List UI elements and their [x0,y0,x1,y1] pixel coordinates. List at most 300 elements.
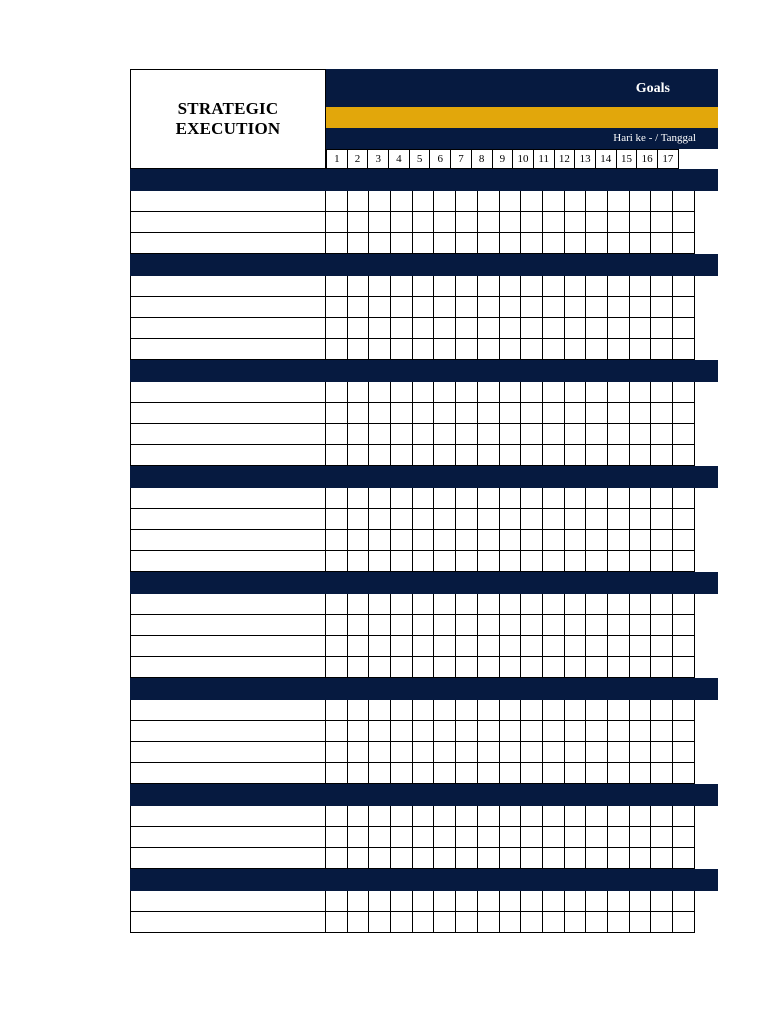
day-check-cell[interactable] [543,827,565,848]
day-check-cell[interactable] [326,721,348,742]
day-check-cell[interactable] [456,848,478,869]
day-check-cell[interactable] [608,891,630,912]
day-check-cell[interactable] [543,912,565,933]
day-check-cell[interactable] [500,700,522,721]
day-check-cell[interactable] [391,551,413,572]
day-check-cell[interactable] [500,827,522,848]
day-check-cell[interactable] [630,382,652,403]
day-check-cell[interactable] [673,657,695,678]
day-check-cell[interactable] [434,763,456,784]
day-check-cell[interactable] [586,318,608,339]
day-check-cell[interactable] [434,233,456,254]
day-check-cell[interactable] [565,700,587,721]
day-check-cell[interactable] [456,318,478,339]
day-check-cell[interactable] [565,212,587,233]
day-check-cell[interactable] [326,806,348,827]
day-check-cell[interactable] [500,551,522,572]
day-check-cell[interactable] [608,233,630,254]
day-check-cell[interactable] [434,212,456,233]
day-check-cell[interactable] [348,488,370,509]
day-check-cell[interactable] [326,488,348,509]
day-check-cell[interactable] [651,657,673,678]
day-check-cell[interactable] [348,212,370,233]
day-check-cell[interactable] [608,509,630,530]
day-check-cell[interactable] [413,636,435,657]
day-check-cell[interactable] [500,445,522,466]
day-check-cell[interactable] [630,891,652,912]
day-check-cell[interactable] [521,742,543,763]
day-check-cell[interactable] [369,339,391,360]
day-check-cell[interactable] [348,297,370,318]
day-check-cell[interactable] [456,382,478,403]
task-label-cell[interactable] [130,212,326,233]
day-check-cell[interactable] [500,657,522,678]
day-check-cell[interactable] [478,912,500,933]
day-check-cell[interactable] [673,912,695,933]
day-check-cell[interactable] [586,276,608,297]
day-check-cell[interactable] [630,233,652,254]
day-check-cell[interactable] [521,721,543,742]
day-check-cell[interactable] [521,891,543,912]
task-label-cell[interactable] [130,276,326,297]
day-check-cell[interactable] [673,403,695,424]
day-check-cell[interactable] [586,912,608,933]
day-check-cell[interactable] [369,530,391,551]
day-check-cell[interactable] [413,509,435,530]
day-check-cell[interactable] [369,891,391,912]
day-check-cell[interactable] [500,636,522,657]
day-check-cell[interactable] [369,657,391,678]
day-check-cell[interactable] [348,233,370,254]
day-check-cell[interactable] [391,191,413,212]
day-check-cell[interactable] [630,530,652,551]
day-check-cell[interactable] [413,848,435,869]
day-check-cell[interactable] [608,848,630,869]
day-check-cell[interactable] [521,403,543,424]
day-check-cell[interactable] [478,488,500,509]
day-check-cell[interactable] [434,594,456,615]
day-check-cell[interactable] [348,530,370,551]
day-check-cell[interactable] [565,191,587,212]
day-check-cell[interactable] [673,636,695,657]
day-check-cell[interactable] [630,848,652,869]
day-check-cell[interactable] [565,551,587,572]
day-check-cell[interactable] [391,445,413,466]
day-check-cell[interactable] [456,763,478,784]
day-check-cell[interactable] [586,445,608,466]
day-check-cell[interactable] [543,615,565,636]
day-check-cell[interactable] [434,339,456,360]
day-check-cell[interactable] [651,700,673,721]
day-check-cell[interactable] [369,742,391,763]
day-check-cell[interactable] [565,657,587,678]
day-check-cell[interactable] [500,339,522,360]
day-check-cell[interactable] [456,742,478,763]
day-check-cell[interactable] [630,403,652,424]
day-check-cell[interactable] [500,424,522,445]
day-check-cell[interactable] [543,594,565,615]
day-check-cell[interactable] [673,721,695,742]
day-check-cell[interactable] [348,403,370,424]
day-check-cell[interactable] [630,318,652,339]
day-check-cell[interactable] [413,233,435,254]
day-check-cell[interactable] [348,318,370,339]
day-check-cell[interactable] [500,912,522,933]
day-check-cell[interactable] [391,615,413,636]
day-check-cell[interactable] [326,424,348,445]
day-check-cell[interactable] [543,848,565,869]
day-check-cell[interactable] [391,827,413,848]
day-check-cell[interactable] [630,721,652,742]
day-check-cell[interactable] [434,615,456,636]
day-check-cell[interactable] [348,339,370,360]
day-check-cell[interactable] [434,445,456,466]
day-check-cell[interactable] [630,594,652,615]
day-check-cell[interactable] [565,615,587,636]
day-check-cell[interactable] [348,191,370,212]
day-check-cell[interactable] [456,191,478,212]
day-check-cell[interactable] [630,191,652,212]
day-check-cell[interactable] [434,382,456,403]
day-check-cell[interactable] [326,509,348,530]
day-check-cell[interactable] [521,806,543,827]
day-check-cell[interactable] [369,700,391,721]
day-check-cell[interactable] [673,742,695,763]
day-check-cell[interactable] [478,530,500,551]
day-check-cell[interactable] [565,488,587,509]
day-check-cell[interactable] [326,233,348,254]
day-check-cell[interactable] [521,763,543,784]
task-label-cell[interactable] [130,763,326,784]
day-check-cell[interactable] [586,657,608,678]
day-check-cell[interactable] [651,742,673,763]
day-check-cell[interactable] [673,594,695,615]
day-check-cell[interactable] [673,891,695,912]
day-check-cell[interactable] [478,212,500,233]
day-check-cell[interactable] [651,615,673,636]
day-check-cell[interactable] [500,615,522,636]
day-check-cell[interactable] [456,233,478,254]
day-check-cell[interactable] [521,339,543,360]
day-check-cell[interactable] [543,212,565,233]
day-check-cell[interactable] [391,530,413,551]
day-check-cell[interactable] [391,339,413,360]
day-check-cell[interactable] [391,424,413,445]
day-check-cell[interactable] [434,530,456,551]
day-check-cell[interactable] [434,827,456,848]
day-check-cell[interactable] [413,912,435,933]
day-check-cell[interactable] [478,700,500,721]
day-check-cell[interactable] [586,891,608,912]
day-check-cell[interactable] [630,276,652,297]
day-check-cell[interactable] [673,424,695,445]
day-check-cell[interactable] [651,848,673,869]
day-check-cell[interactable] [434,700,456,721]
day-check-cell[interactable] [326,700,348,721]
day-check-cell[interactable] [543,339,565,360]
day-check-cell[interactable] [478,191,500,212]
day-check-cell[interactable] [608,594,630,615]
day-check-cell[interactable] [586,403,608,424]
day-check-cell[interactable] [543,488,565,509]
day-check-cell[interactable] [630,445,652,466]
day-check-cell[interactable] [543,700,565,721]
day-check-cell[interactable] [391,912,413,933]
day-check-cell[interactable] [369,763,391,784]
day-check-cell[interactable] [565,806,587,827]
day-check-cell[interactable] [651,297,673,318]
day-check-cell[interactable] [651,509,673,530]
day-check-cell[interactable] [608,615,630,636]
day-check-cell[interactable] [630,912,652,933]
day-check-cell[interactable] [326,551,348,572]
day-check-cell[interactable] [413,403,435,424]
day-check-cell[interactable] [651,891,673,912]
day-check-cell[interactable] [521,615,543,636]
day-check-cell[interactable] [521,382,543,403]
task-label-cell[interactable] [130,424,326,445]
day-check-cell[interactable] [391,763,413,784]
day-check-cell[interactable] [434,488,456,509]
day-check-cell[interactable] [565,233,587,254]
day-check-cell[interactable] [565,445,587,466]
day-check-cell[interactable] [586,382,608,403]
day-check-cell[interactable] [521,912,543,933]
day-check-cell[interactable] [348,763,370,784]
day-check-cell[interactable] [630,700,652,721]
task-label-cell[interactable] [130,382,326,403]
day-check-cell[interactable] [478,424,500,445]
day-check-cell[interactable] [586,615,608,636]
day-check-cell[interactable] [478,445,500,466]
day-check-cell[interactable] [326,339,348,360]
section-header-bar[interactable] [130,572,718,594]
day-check-cell[interactable] [326,191,348,212]
day-check-cell[interactable] [369,551,391,572]
task-label-cell[interactable] [130,488,326,509]
day-check-cell[interactable] [434,742,456,763]
day-check-cell[interactable] [478,403,500,424]
day-check-cell[interactable] [586,212,608,233]
day-check-cell[interactable] [391,657,413,678]
day-check-cell[interactable] [608,721,630,742]
day-check-cell[interactable] [456,339,478,360]
day-check-cell[interactable] [391,594,413,615]
day-check-cell[interactable] [369,615,391,636]
task-label-cell[interactable] [130,191,326,212]
day-check-cell[interactable] [413,806,435,827]
day-check-cell[interactable] [326,445,348,466]
day-check-cell[interactable] [630,297,652,318]
day-check-cell[interactable] [413,488,435,509]
day-check-cell[interactable] [478,318,500,339]
section-header-bar[interactable] [130,254,718,276]
day-check-cell[interactable] [651,339,673,360]
day-check-cell[interactable] [326,212,348,233]
day-check-cell[interactable] [651,488,673,509]
day-check-cell[interactable] [413,657,435,678]
day-check-cell[interactable] [651,233,673,254]
task-label-cell[interactable] [130,891,326,912]
day-check-cell[interactable] [348,509,370,530]
day-check-cell[interactable] [326,594,348,615]
day-check-cell[interactable] [391,891,413,912]
day-check-cell[interactable] [434,318,456,339]
day-check-cell[interactable] [673,339,695,360]
day-check-cell[interactable] [651,827,673,848]
day-check-cell[interactable] [500,318,522,339]
day-check-cell[interactable] [434,848,456,869]
day-check-cell[interactable] [348,594,370,615]
day-check-cell[interactable] [543,721,565,742]
day-check-cell[interactable] [456,636,478,657]
day-check-cell[interactable] [521,488,543,509]
task-label-cell[interactable] [130,530,326,551]
day-check-cell[interactable] [565,636,587,657]
day-check-cell[interactable] [543,403,565,424]
day-check-cell[interactable] [630,742,652,763]
day-check-cell[interactable] [348,636,370,657]
day-check-cell[interactable] [391,721,413,742]
task-label-cell[interactable] [130,721,326,742]
day-check-cell[interactable] [608,912,630,933]
day-check-cell[interactable] [586,297,608,318]
day-check-cell[interactable] [521,657,543,678]
day-check-cell[interactable] [608,488,630,509]
day-check-cell[interactable] [391,509,413,530]
day-check-cell[interactable] [348,382,370,403]
day-check-cell[interactable] [478,615,500,636]
day-check-cell[interactable] [500,594,522,615]
day-check-cell[interactable] [608,339,630,360]
day-check-cell[interactable] [608,530,630,551]
task-label-cell[interactable] [130,742,326,763]
day-check-cell[interactable] [456,509,478,530]
day-check-cell[interactable] [413,827,435,848]
day-check-cell[interactable] [565,827,587,848]
day-check-cell[interactable] [586,700,608,721]
day-check-cell[interactable] [565,721,587,742]
day-check-cell[interactable] [391,742,413,763]
day-check-cell[interactable] [565,403,587,424]
day-check-cell[interactable] [651,530,673,551]
day-check-cell[interactable] [456,403,478,424]
day-check-cell[interactable] [651,445,673,466]
day-check-cell[interactable] [391,212,413,233]
day-check-cell[interactable] [369,191,391,212]
day-check-cell[interactable] [673,445,695,466]
day-check-cell[interactable] [586,806,608,827]
day-check-cell[interactable] [326,297,348,318]
day-check-cell[interactable] [521,424,543,445]
day-check-cell[interactable] [369,424,391,445]
day-check-cell[interactable] [586,530,608,551]
day-check-cell[interactable] [543,276,565,297]
day-check-cell[interactable] [369,297,391,318]
day-check-cell[interactable] [348,445,370,466]
day-check-cell[interactable] [456,424,478,445]
task-label-cell[interactable] [130,445,326,466]
day-check-cell[interactable] [478,339,500,360]
day-check-cell[interactable] [391,636,413,657]
day-check-cell[interactable] [565,382,587,403]
day-check-cell[interactable] [326,403,348,424]
day-check-cell[interactable] [348,615,370,636]
day-check-cell[interactable] [478,891,500,912]
day-check-cell[interactable] [500,233,522,254]
day-check-cell[interactable] [586,827,608,848]
day-check-cell[interactable] [413,445,435,466]
day-check-cell[interactable] [586,742,608,763]
day-check-cell[interactable] [434,297,456,318]
day-check-cell[interactable] [543,191,565,212]
day-check-cell[interactable] [456,827,478,848]
day-check-cell[interactable] [369,488,391,509]
day-check-cell[interactable] [630,509,652,530]
day-check-cell[interactable] [608,276,630,297]
day-check-cell[interactable] [413,424,435,445]
day-check-cell[interactable] [565,424,587,445]
day-check-cell[interactable] [521,827,543,848]
day-check-cell[interactable] [521,848,543,869]
day-check-cell[interactable] [434,721,456,742]
day-check-cell[interactable] [543,382,565,403]
day-check-cell[interactable] [673,848,695,869]
day-check-cell[interactable] [456,212,478,233]
day-check-cell[interactable] [651,318,673,339]
day-check-cell[interactable] [413,742,435,763]
day-check-cell[interactable] [673,551,695,572]
day-check-cell[interactable] [326,382,348,403]
day-check-cell[interactable] [521,509,543,530]
day-check-cell[interactable] [326,657,348,678]
day-check-cell[interactable] [326,848,348,869]
section-header-bar[interactable] [130,678,718,700]
day-check-cell[interactable] [630,636,652,657]
day-check-cell[interactable] [543,742,565,763]
day-check-cell[interactable] [500,530,522,551]
day-check-cell[interactable] [369,636,391,657]
day-check-cell[interactable] [673,700,695,721]
day-check-cell[interactable] [478,636,500,657]
day-check-cell[interactable] [478,848,500,869]
day-check-cell[interactable] [500,488,522,509]
day-check-cell[interactable] [608,827,630,848]
day-check-cell[interactable] [521,700,543,721]
day-check-cell[interactable] [651,594,673,615]
day-check-cell[interactable] [369,403,391,424]
day-check-cell[interactable] [348,657,370,678]
day-check-cell[interactable] [565,318,587,339]
day-check-cell[interactable] [478,297,500,318]
day-check-cell[interactable] [348,912,370,933]
day-check-cell[interactable] [543,657,565,678]
day-check-cell[interactable] [391,848,413,869]
day-check-cell[interactable] [369,276,391,297]
day-check-cell[interactable] [434,276,456,297]
day-check-cell[interactable] [434,657,456,678]
task-label-cell[interactable] [130,912,326,933]
day-check-cell[interactable] [521,212,543,233]
day-check-cell[interactable] [456,488,478,509]
day-check-cell[interactable] [478,233,500,254]
task-label-cell[interactable] [130,339,326,360]
day-check-cell[interactable] [326,891,348,912]
day-check-cell[interactable] [456,912,478,933]
day-check-cell[interactable] [586,233,608,254]
day-check-cell[interactable] [348,827,370,848]
task-label-cell[interactable] [130,657,326,678]
